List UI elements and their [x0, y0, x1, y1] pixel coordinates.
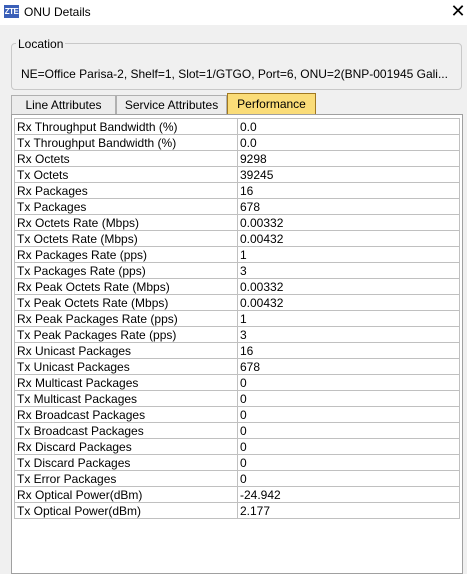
table-row[interactable] — [15, 247, 460, 263]
attribute-value: 0 — [238, 375, 460, 391]
attribute-name: Tx Packages Rate (pps) — [15, 263, 238, 279]
attribute-name: Rx Unicast Packages — [15, 343, 238, 359]
table-row[interactable] — [15, 135, 460, 151]
attribute-name: Tx Packages — [15, 199, 238, 215]
attribute-name: Tx Unicast Packages — [15, 359, 238, 375]
tab-line-attributes[interactable]: Line Attributes — [11, 95, 116, 114]
tab-service-attributes[interactable]: Service Attributes — [116, 95, 227, 114]
attribute-name: Tx Multicast Packages — [15, 391, 238, 407]
table-row[interactable] — [15, 471, 460, 487]
attribute-value: 678 — [238, 359, 460, 375]
table-row[interactable] — [15, 439, 460, 455]
table-row[interactable] — [15, 295, 460, 311]
table-row[interactable] — [15, 375, 460, 391]
attribute-value: 0 — [238, 407, 460, 423]
attribute-name: Tx Throughput Bandwidth (%) — [15, 135, 238, 151]
location-value: NE=Office Parisa-2, Shelf=1, Slot=1/GTGO, Port=6, ONU=2(BNP-001945 Gali... — [21, 67, 448, 81]
attribute-name: Rx Optical Power(dBm) — [15, 487, 238, 503]
attribute-value: 0.00332 — [238, 215, 460, 231]
attribute-value: 39245 — [238, 167, 460, 183]
dialog-panel — [0, 25, 467, 574]
attribute-value: 0.0 — [238, 119, 460, 135]
attribute-value: 0 — [238, 423, 460, 439]
table-row[interactable] — [15, 503, 460, 519]
table-row[interactable] — [15, 359, 460, 375]
attribute-name: Rx Packages — [15, 183, 238, 199]
attribute-name: Rx Throughput Bandwidth (%) — [15, 119, 238, 135]
attribute-value: 16 — [238, 183, 460, 199]
table-row[interactable] — [15, 231, 460, 247]
attribute-name: Rx Peak Octets Rate (Mbps) — [15, 279, 238, 295]
attribute-value: 3 — [238, 263, 460, 279]
table-row[interactable] — [15, 151, 460, 167]
attribute-name: Tx Optical Power(dBm) — [15, 503, 238, 519]
zte-app-icon: ZTE — [4, 7, 19, 16]
table-row[interactable] — [15, 391, 460, 407]
attribute-value: 0.00432 — [238, 231, 460, 247]
table-row[interactable] — [15, 199, 460, 215]
close-icon[interactable]: ✕ — [450, 1, 466, 21]
attribute-value: 0 — [238, 471, 460, 487]
attribute-value: 3 — [238, 327, 460, 343]
table-row[interactable] — [15, 263, 460, 279]
window-title: ONU Details — [24, 5, 91, 19]
attribute-name: Tx Octets Rate (Mbps) — [15, 231, 238, 247]
attribute-value: 0.0 — [238, 135, 460, 151]
performance-table — [14, 118, 460, 519]
table-row[interactable] — [15, 279, 460, 295]
table-row[interactable] — [15, 183, 460, 199]
attribute-value: 0 — [238, 455, 460, 471]
attribute-value: 0 — [238, 391, 460, 407]
table-row[interactable] — [15, 327, 460, 343]
table-row[interactable] — [15, 167, 460, 183]
attribute-name: Tx Broadcast Packages — [15, 423, 238, 439]
tab-performance[interactable]: Performance — [227, 93, 316, 114]
table-row[interactable] — [15, 423, 460, 439]
attribute-name: Rx Discard Packages — [15, 439, 238, 455]
location-legend: Location — [18, 37, 64, 51]
attribute-name: Rx Octets — [15, 151, 238, 167]
attribute-value: 0.00432 — [238, 295, 460, 311]
attribute-value: 2.177 — [238, 503, 460, 519]
attribute-name: Tx Peak Octets Rate (Mbps) — [15, 295, 238, 311]
table-row[interactable] — [15, 119, 460, 135]
table-row[interactable] — [15, 343, 460, 359]
attribute-value: 1 — [238, 247, 460, 263]
attribute-name: Rx Peak Packages Rate (pps) — [15, 311, 238, 327]
attribute-name: Tx Error Packages — [15, 471, 238, 487]
attribute-name: Rx Packages Rate (pps) — [15, 247, 238, 263]
title-bar — [0, 0, 467, 25]
table-row[interactable] — [15, 455, 460, 471]
attribute-value: 0 — [238, 439, 460, 455]
attribute-value: 1 — [238, 311, 460, 327]
attribute-name: Rx Octets Rate (Mbps) — [15, 215, 238, 231]
table-row[interactable] — [15, 407, 460, 423]
attribute-name: Tx Peak Packages Rate (pps) — [15, 327, 238, 343]
attribute-value: 678 — [238, 199, 460, 215]
attribute-name: Rx Broadcast Packages — [15, 407, 238, 423]
attribute-name: Tx Octets — [15, 167, 238, 183]
attribute-value: 16 — [238, 343, 460, 359]
attribute-name: Rx Multicast Packages — [15, 375, 238, 391]
attribute-value: 0.00332 — [238, 279, 460, 295]
table-row[interactable] — [15, 487, 460, 503]
attribute-name: Tx Discard Packages — [15, 455, 238, 471]
attribute-value: -24.942 — [238, 487, 460, 503]
table-row[interactable] — [15, 311, 460, 327]
performance-panel — [11, 114, 463, 574]
table-row[interactable] — [15, 215, 460, 231]
attribute-value: 9298 — [238, 151, 460, 167]
